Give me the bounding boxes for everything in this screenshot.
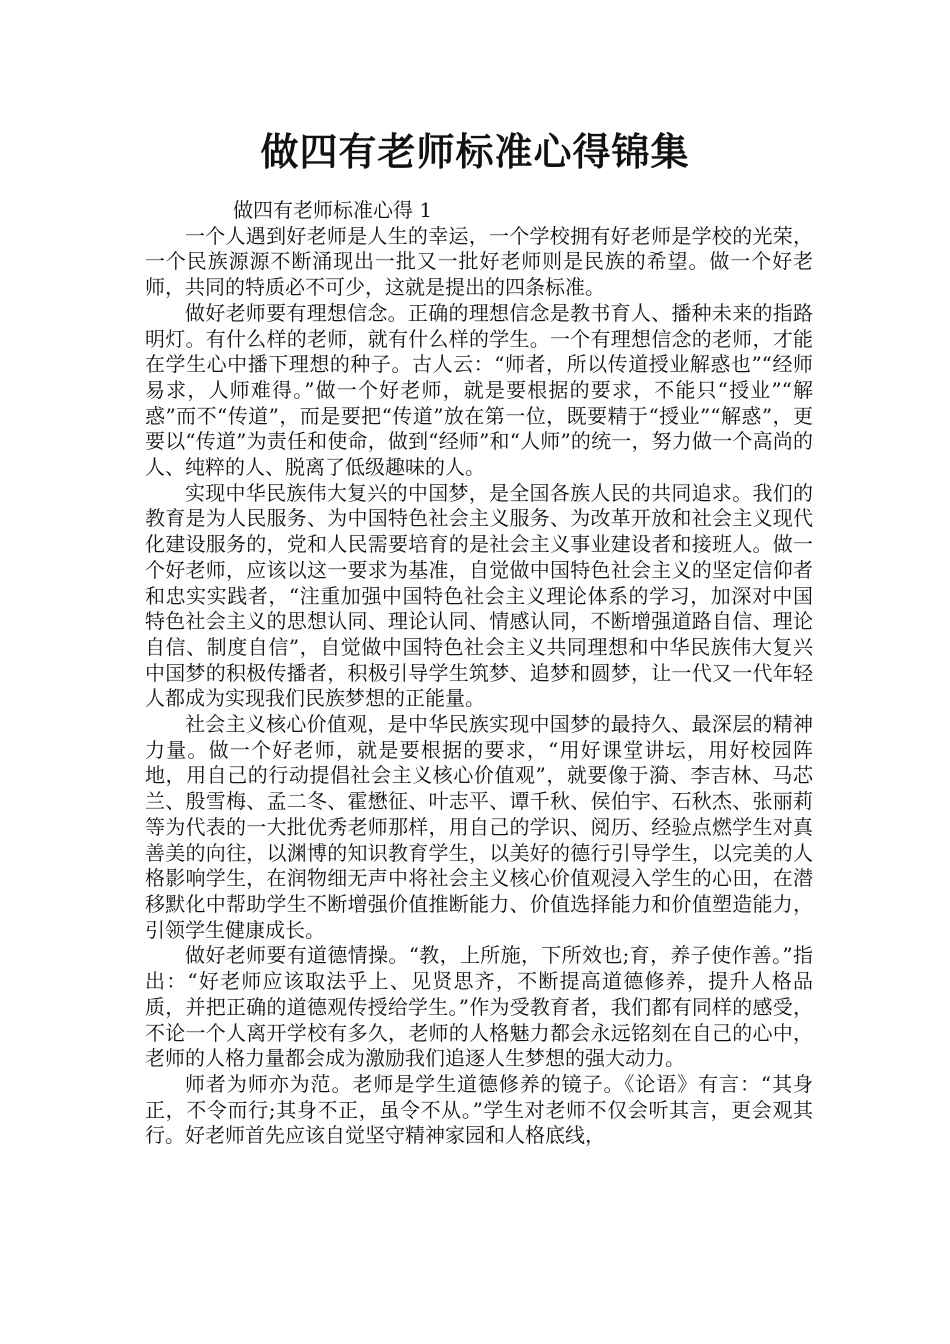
section-subtitle: 做四有老师标准心得 1 <box>233 198 433 222</box>
paragraph-4: 社会主义核心价值观，是中华民族实现中国梦的最持久、最深层的精神力量。做一个好老师，就是要根据的要求，“用好课堂讲坛，用好校园阵地，用自己的行动提倡社会主义核心价值观”，就要像于漪、李吉林、马芯兰、殷雪梅、孟二冬、霍懋征、叶志平、谭千秋、侯伯宇、石秋杰、张丽莉等为代表的一大批优秀老师那样，用自己的学识、阅历、经验点燃学生对真善美的向往，以渊博的知识教育学生，以美好的德行引导学生，以完美的人格影响学生，在润物细无声中将社会主义核心价值观浸入学生的心田，在潜移默化中帮助学生不断增强价值推断能力、价值选择能力和价值塑造能力，引领学生健康成长。 <box>145 712 813 942</box>
paragraph-5: 做好老师要有道德情操。“教，上所施，下所效也;育，养子使作善。”指出：“好老师应该取法乎上、见贤思齐，不断提高道德修养，提升人格品质，并把正确的道德观传授给学生。”作为受教育者，我们都有同样的感受，不论一个人离开学校有多久，老师的人格魅力都会永远铭刻在自己的心中，老师的人格力量都会成为激励我们追逐人生梦想的强大动力。 <box>145 943 813 1071</box>
paragraph-1: 一个人遇到好老师是人生的幸运，一个学校拥有好老师是学校的光荣，一个民族源源不断涌现出一批又一批好老师则是民族的希望。做一个好老师，共同的特质必不可少，这就是提出的四条标准。 <box>145 223 813 300</box>
document-body <box>145 198 813 1149</box>
paragraph-6: 师者为师亦为范。老师是学生道德修养的镜子。《论语》有言：“其身正，不令而行;其身不正，虽令不从。”学生对老师不仅会听其言，更会观其行。好老师首先应该自觉坚守精神家园和人格底线， <box>145 1071 813 1148</box>
paragraph-2: 做好老师要有理想信念。正确的理想信念是教书育人、播种未来的指路明灯。有什么样的老师，就有什么样的学生。一个有理想信念的老师，才能在学生心中播下理想的种子。古人云：“师者，所以传道授业解惑也”“经师易求，人师难得。”做一个好老师，就是要根据的要求，不能只“授业”“解惑”而不“传道”，而是要把“传道”放在第一位，既要精于“授业”“解惑”，更要以“传道”为责任和使命，做到“经师”和“人师”的统一，努力做一个高尚的人、纯粹的人、脱离了低级趣味的人。 <box>145 300 813 480</box>
document-title: 做四有老师标准心得锦集 <box>260 130 690 174</box>
paragraph-3: 实现中华民族伟大复兴的中国梦，是全国各族人民的共同追求。我们的教育是为人民服务、为中国特色社会主义服务、为改革开放和社会主义现代化建设服务的，党和人民需要培育的是社会主义事业建设者和接班人。做一个好老师，应该以这一要求为基准，自觉做中国特色社会主义的坚定信仰者和忠实实践者，“注重加强中国特色社会主义理论体系的学习，加深对中国特色社会主义的思想认同、理论认同、情感认同，不断增强道路自信、理论自信、制度自信”，自觉做中国特色社会主义共同理想和中华民族伟大复兴中国梦的积极传播者，积极引导学生筑梦、追梦和圆梦，让一代又一代年轻人都成为实现我们民族梦想的正能量。 <box>145 480 813 711</box>
